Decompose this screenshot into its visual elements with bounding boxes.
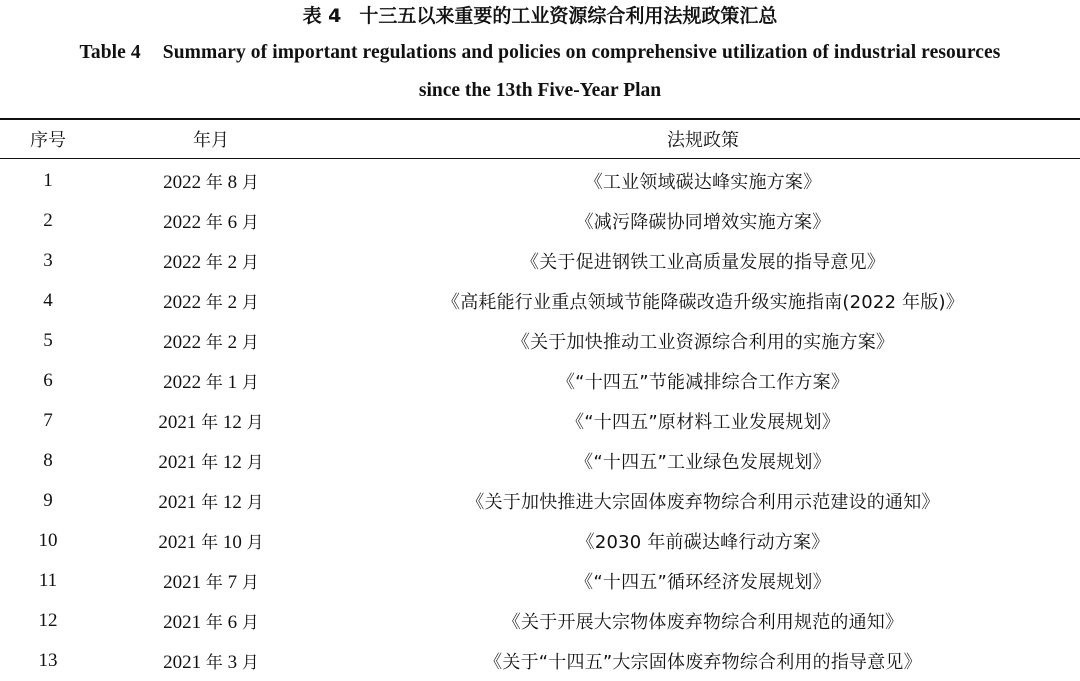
date-year: 2022: [163, 252, 201, 273]
row-date: [96, 241, 326, 281]
row-date: [96, 321, 326, 361]
date-month-unit: 月: [242, 613, 259, 633]
row-policy: 《关于加快推进大宗固体废弃物综合利用示范建设的通知》: [326, 481, 1080, 521]
date-year-unit: 年: [206, 293, 223, 313]
row-policy: 《“十四五”节能减排综合工作方案》: [326, 361, 1080, 401]
table-row: [0, 281, 1080, 321]
date-month-unit: 月: [247, 493, 264, 513]
date-month-unit: 月: [242, 253, 259, 273]
row-serial-number: 12: [0, 601, 96, 641]
row-policy: 《关于“十四五”大宗固体废弃物综合利用的指导意见》: [326, 641, 1080, 681]
table-caption-cn: [0, 3, 1080, 29]
table-row: [0, 561, 1080, 601]
date-month-unit: 月: [242, 573, 259, 593]
date-year: 2022: [163, 172, 201, 193]
date-year-unit: 年: [201, 533, 218, 553]
row-policy: 《关于促进钢铁工业高质量发展的指导意见》: [326, 241, 1080, 281]
table-row: [0, 201, 1080, 241]
date-month-unit: 月: [242, 653, 259, 673]
row-serial-number: 10: [0, 521, 96, 561]
row-date: [96, 361, 326, 401]
date-year: 2021: [158, 452, 196, 473]
table-body: [0, 159, 1080, 681]
date-month: 6: [228, 212, 238, 233]
table-row: [0, 241, 1080, 281]
date-month-unit: 月: [247, 533, 264, 553]
date-year-unit: 年: [201, 413, 218, 433]
row-serial-number: 13: [0, 641, 96, 681]
table-caption-en-line2: since the 13th Five-Year Plan: [0, 78, 1080, 104]
date-month: 6: [228, 612, 238, 633]
row-serial-number: 5: [0, 321, 96, 361]
date-year-unit: 年: [201, 453, 218, 473]
row-serial-number: 7: [0, 401, 96, 441]
row-policy: 《“十四五”循环经济发展规划》: [326, 561, 1080, 601]
date-year: 2022: [163, 332, 201, 353]
date-month: 10: [223, 532, 242, 553]
date-year-unit: 年: [206, 613, 223, 633]
row-date: [96, 201, 326, 241]
date-month-unit: 月: [242, 213, 259, 233]
date-month: 7: [228, 572, 238, 593]
table-row: [0, 441, 1080, 481]
row-serial-number: 1: [0, 159, 96, 202]
date-year-unit: 年: [206, 253, 223, 273]
date-year-unit: 年: [206, 373, 223, 393]
date-month-unit: 月: [242, 173, 259, 193]
row-serial-number: 11: [0, 561, 96, 601]
date-year-unit: 年: [206, 573, 223, 593]
date-year-unit: 年: [206, 173, 223, 193]
header-date: 年月: [96, 120, 326, 159]
table-title-cn: 十三五以来重要的工业资源综合利用法规政策汇总: [359, 5, 777, 27]
table-number-en: Table 4: [80, 42, 141, 63]
row-date: [96, 481, 326, 521]
date-month-unit: 月: [247, 453, 264, 473]
date-month: 2: [228, 332, 238, 353]
table-caption-en-line1: [0, 40, 1080, 66]
date-month-unit: 月: [242, 373, 259, 393]
date-year: 2022: [163, 292, 201, 313]
row-serial-number: 9: [0, 481, 96, 521]
policy-table: [0, 120, 1080, 681]
row-date: [96, 441, 326, 481]
row-policy: 《高耗能行业重点领域节能降碳改造升级实施指南(2022 年版)》: [326, 281, 1080, 321]
date-month-unit: 月: [242, 293, 259, 313]
row-serial-number: 3: [0, 241, 96, 281]
date-year: 2022: [163, 372, 201, 393]
header-policy: 法规政策: [326, 120, 1080, 159]
row-serial-number: 4: [0, 281, 96, 321]
row-policy: 《“十四五”原材料工业发展规划》: [326, 401, 1080, 441]
row-date: [96, 401, 326, 441]
row-policy: 《2030 年前碳达峰行动方案》: [326, 521, 1080, 561]
row-date: [96, 281, 326, 321]
row-date: [96, 521, 326, 561]
row-date: [96, 159, 326, 202]
date-month: 1: [228, 372, 238, 393]
date-year-unit: 年: [206, 213, 223, 233]
row-policy: 《关于加快推动工业资源综合利用的实施方案》: [326, 321, 1080, 361]
date-month: 12: [223, 492, 242, 513]
row-policy: 《“十四五”工业绿色发展规划》: [326, 441, 1080, 481]
table-row: [0, 601, 1080, 641]
date-month: 3: [228, 652, 238, 673]
date-month: 12: [223, 452, 242, 473]
table-row: [0, 159, 1080, 202]
date-year: 2021: [163, 612, 201, 633]
date-year: 2021: [158, 492, 196, 513]
row-policy: 《关于开展大宗物体废弃物综合利用规范的通知》: [326, 601, 1080, 641]
date-year: 2021: [158, 412, 196, 433]
date-month: 12: [223, 412, 242, 433]
date-year: 2021: [158, 532, 196, 553]
table-row: [0, 321, 1080, 361]
row-serial-number: 6: [0, 361, 96, 401]
date-year-unit: 年: [206, 333, 223, 353]
date-month-unit: 月: [242, 333, 259, 353]
table-number-cn: 表 4: [303, 5, 342, 27]
date-year-unit: 年: [206, 653, 223, 673]
row-date: [96, 641, 326, 681]
row-serial-number: 8: [0, 441, 96, 481]
date-year: 2021: [163, 572, 201, 593]
row-date: [96, 561, 326, 601]
table-row: [0, 641, 1080, 681]
row-policy: 《减污降碳协同增效实施方案》: [326, 201, 1080, 241]
table-row: [0, 401, 1080, 441]
date-month: 2: [228, 252, 238, 273]
table-row: [0, 361, 1080, 401]
row-serial-number: 2: [0, 201, 96, 241]
table-row: [0, 481, 1080, 521]
table-header-row: [0, 120, 1080, 159]
date-year: 2021: [163, 652, 201, 673]
header-serial-number: 序号: [0, 120, 96, 159]
table-title-en-line1: Summary of important regulations and policies on comprehensive utilization of industrial resources: [163, 42, 1001, 63]
row-date: [96, 601, 326, 641]
date-year-unit: 年: [201, 493, 218, 513]
row-policy: 《工业领域碳达峰实施方案》: [326, 159, 1080, 202]
table-row: [0, 521, 1080, 561]
date-month-unit: 月: [247, 413, 264, 433]
date-month: 8: [228, 172, 238, 193]
date-month: 2: [228, 292, 238, 313]
date-year: 2022: [163, 212, 201, 233]
